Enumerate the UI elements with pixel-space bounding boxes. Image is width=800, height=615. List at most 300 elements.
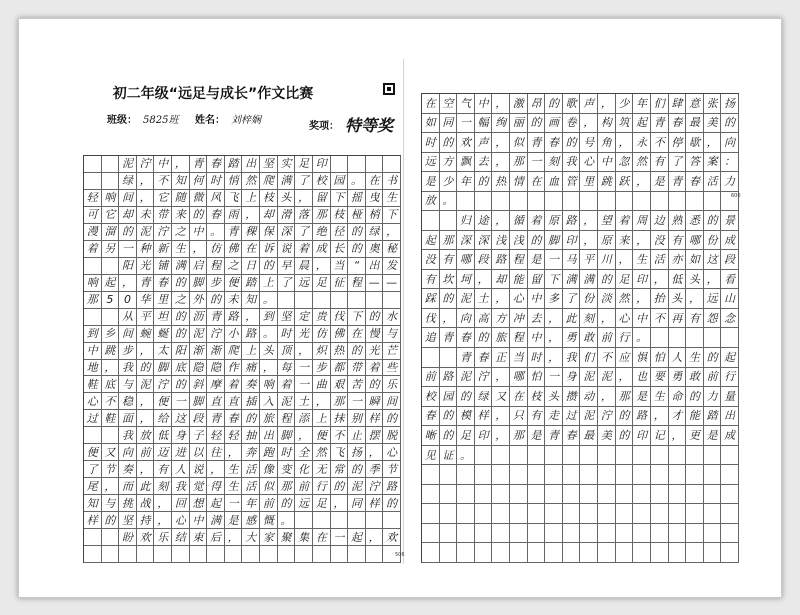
manuscript-cell — [669, 465, 687, 485]
manuscript-cell: 乐 — [383, 376, 401, 393]
manuscript-cell: 园 — [331, 173, 349, 190]
manuscript-cell — [704, 465, 722, 485]
manuscript-cell: 时 — [207, 173, 225, 190]
manuscript-cell: 脱 — [383, 427, 401, 444]
manuscript-cell: 扬 — [721, 94, 739, 114]
manuscript-cell: 响 — [84, 275, 102, 292]
manuscript-cell — [704, 192, 722, 212]
manuscript-cell: 插 — [242, 393, 260, 410]
manuscript-cell — [348, 292, 366, 309]
manuscript-cell: 的 — [348, 241, 366, 258]
manuscript-cell: 程 — [348, 275, 366, 292]
manuscript-cell: 阳 — [172, 343, 190, 360]
manuscript-cell — [475, 485, 493, 505]
manuscript-cell — [366, 156, 384, 173]
award-value: 特等奖 — [345, 116, 394, 135]
manuscript-cell: 永 — [633, 133, 651, 153]
manuscript-cell: 最 — [686, 114, 704, 134]
manuscript-cell — [616, 504, 634, 524]
manuscript-cell: 们 — [651, 94, 669, 114]
manuscript-cell: 的 — [366, 376, 384, 393]
manuscript-cell: 地 — [84, 360, 102, 377]
manuscript-cell — [598, 524, 616, 544]
manuscript-cell: 土 — [475, 289, 493, 309]
manuscript-cell: 不 — [154, 173, 172, 190]
manuscript-cell — [704, 328, 722, 348]
manuscript-cell — [633, 524, 651, 544]
manuscript-cell: 似 — [260, 478, 278, 495]
manuscript-cell: 了 — [669, 153, 687, 173]
manuscript-cell: 过 — [563, 407, 581, 427]
manuscript-cell: 足 — [457, 426, 475, 446]
manuscript-cell: 前 — [137, 444, 155, 461]
left-page-grid — [83, 155, 401, 563]
manuscript-cell: 浅 — [492, 231, 510, 251]
manuscript-cell: 山 — [721, 289, 739, 309]
manuscript-cell: ， — [102, 360, 120, 377]
manuscript-cell: 循 — [510, 211, 528, 231]
manuscript-cell: 尾 — [84, 478, 102, 495]
manuscript-cell: 泥 — [137, 224, 155, 241]
manuscript-cell — [580, 465, 598, 485]
manuscript-cell: 里 — [580, 172, 598, 192]
manuscript-cell: 我 — [172, 478, 190, 495]
right-page-grid — [421, 93, 739, 563]
manuscript-cell: 路 — [633, 407, 651, 427]
manuscript-cell: 途 — [475, 211, 493, 231]
manuscript-cell: 样 — [366, 410, 384, 427]
manuscript-cell — [686, 524, 704, 544]
manuscript-cell: ： — [721, 153, 739, 173]
manuscript-cell: 路 — [242, 326, 260, 343]
manuscript-cell — [313, 512, 331, 529]
manuscript-cell: 证 — [440, 446, 458, 466]
manuscript-cell — [528, 465, 546, 485]
manuscript-cell: 泞 — [154, 224, 172, 241]
manuscript-cell — [651, 446, 669, 466]
manuscript-cell: 放 — [422, 192, 440, 212]
manuscript-cell: — — [383, 275, 401, 292]
manuscript-cell: 变 — [278, 461, 296, 478]
manuscript-cell: 校 — [422, 387, 440, 407]
manuscript-cell: 秘 — [383, 241, 401, 258]
manuscript-cell: 痛 — [242, 360, 260, 377]
manuscript-cell: 时 — [278, 326, 296, 343]
manuscript-cell: 知 — [84, 495, 102, 512]
manuscript-cell: 在 — [366, 173, 384, 190]
manuscript-cell: 活 — [242, 461, 260, 478]
manuscript-cell: 答 — [686, 153, 704, 173]
manuscript-cell: 乡 — [102, 326, 120, 343]
manuscript-cell: 满 — [172, 258, 190, 275]
manuscript-cell — [278, 292, 296, 309]
manuscript-cell: 说 — [278, 241, 296, 258]
manuscript-cell: 哪 — [686, 231, 704, 251]
manuscript-cell: 浅 — [510, 231, 528, 251]
manuscript-cell: 的 — [348, 461, 366, 478]
manuscript-cell: 便 — [313, 427, 331, 444]
manuscript-cell — [563, 504, 581, 524]
manuscript-cell — [528, 485, 546, 505]
manuscript-cell — [704, 524, 722, 544]
manuscript-cell: 的 — [475, 328, 493, 348]
manuscript-cell: ， — [137, 173, 155, 190]
manuscript-cell: 。 — [260, 326, 278, 343]
manuscript-cell: 添 — [295, 410, 313, 427]
manuscript-cell: 不 — [651, 133, 669, 153]
manuscript-cell: 泥 — [348, 478, 366, 495]
manuscript-cell: 一 — [457, 114, 475, 134]
manuscript-cell: 走 — [545, 407, 563, 427]
manuscript-cell: 爬 — [260, 173, 278, 190]
manuscript-cell — [580, 524, 598, 544]
manuscript-cell: 力 — [704, 387, 722, 407]
manuscript-cell: ， — [633, 289, 651, 309]
manuscript-cell: 泞 — [598, 407, 616, 427]
manuscript-cell: 激 — [510, 94, 528, 114]
manuscript-cell: 亦 — [669, 250, 687, 270]
manuscript-cell — [422, 211, 440, 231]
manuscript-cell: 哪 — [510, 368, 528, 388]
manuscript-cell: 底 — [172, 360, 190, 377]
manuscript-cell — [440, 348, 458, 368]
manuscript-cell: 意 — [686, 94, 704, 114]
manuscript-cell: 校 — [313, 173, 331, 190]
manuscript-cell: 晨 — [295, 258, 313, 275]
manuscript-cell: 知 — [242, 292, 260, 309]
manuscript-cell: ， — [225, 444, 243, 461]
manuscript-cell: 青 — [651, 114, 669, 134]
manuscript-cell: 的 — [190, 207, 208, 224]
manuscript-cell: 程 — [510, 328, 528, 348]
manuscript-cell: 低 — [669, 270, 687, 290]
manuscript-cell: 青 — [669, 172, 687, 192]
manuscript-cell — [242, 546, 260, 563]
manuscript-cell: 脚 — [278, 427, 296, 444]
manuscript-cell: 我 — [119, 360, 137, 377]
manuscript-cell — [475, 524, 493, 544]
manuscript-cell — [721, 465, 739, 485]
manuscript-cell: 贵 — [313, 309, 331, 326]
manuscript-cell: 那 — [84, 292, 102, 309]
manuscript-cell: 回 — [172, 495, 190, 512]
manuscript-cell: 行 — [616, 328, 634, 348]
manuscript-cell: 然 — [313, 444, 331, 461]
manuscript-cell — [440, 485, 458, 505]
manuscript-cell: 泞 — [137, 156, 155, 173]
manuscript-cell: 便 — [84, 444, 102, 461]
manuscript-cell: 顶 — [278, 343, 296, 360]
manuscript-cell: 放 — [137, 427, 155, 444]
manuscript-cell: 在 — [528, 172, 546, 192]
manuscript-cell: 带 — [348, 360, 366, 377]
manuscript-cell: 心 — [580, 153, 598, 173]
manuscript-cell — [313, 546, 331, 563]
manuscript-cell — [721, 485, 739, 505]
manuscript-cell: 。 — [440, 192, 458, 212]
manuscript-cell: 泥 — [190, 326, 208, 343]
manuscript-cell: 出 — [721, 407, 739, 427]
manuscript-cell — [721, 543, 739, 563]
manuscript-cell: 上 — [242, 190, 260, 207]
manuscript-cell — [440, 524, 458, 544]
manuscript-cell: 青 — [457, 348, 475, 368]
manuscript-cell: 归 — [457, 211, 475, 231]
manuscript-cell — [528, 543, 546, 563]
manuscript-cell — [84, 173, 102, 190]
manuscript-cell: 不 — [102, 393, 120, 410]
manuscript-cell: 是 — [704, 426, 722, 446]
manuscript-cell: 上 — [260, 275, 278, 292]
manuscript-cell: 瞬 — [366, 393, 384, 410]
manuscript-cell: 铺 — [154, 258, 172, 275]
manuscript-cell: 渐 — [207, 343, 225, 360]
manuscript-cell: 奔 — [242, 444, 260, 461]
manuscript-cell: 画 — [545, 114, 563, 134]
manuscript-cell — [383, 156, 401, 173]
manuscript-cell: 。 — [207, 224, 225, 241]
manuscript-cell — [633, 504, 651, 524]
manuscript-cell: 前 — [295, 478, 313, 495]
manuscript-cell: 晰 — [422, 426, 440, 446]
manuscript-cell: 有 — [154, 461, 172, 478]
manuscript-cell — [545, 543, 563, 563]
manuscript-cell: ， — [366, 529, 384, 546]
manuscript-cell: 佛 — [225, 241, 243, 258]
manuscript-cell: 的 — [563, 133, 581, 153]
manuscript-cell: 与 — [383, 326, 401, 343]
manuscript-cell: 结 — [172, 529, 190, 546]
manuscript-cell: 欢 — [137, 529, 155, 546]
manuscript-cell: 摆 — [366, 427, 384, 444]
manuscript-cell — [475, 446, 493, 466]
manuscript-cell: 足 — [295, 156, 313, 173]
manuscript-cell: 时 — [528, 348, 546, 368]
manuscript-cell: ， — [704, 133, 722, 153]
manuscript-cell: 些 — [383, 360, 401, 377]
manuscript-cell: 那 — [616, 387, 634, 407]
manuscript-cell: ， — [475, 270, 493, 290]
manuscript-cell: 模 — [457, 407, 475, 427]
manuscript-cell — [102, 529, 120, 546]
manuscript-cell — [475, 504, 493, 524]
manuscript-cell: 春 — [154, 275, 172, 292]
manuscript-cell: 号 — [580, 133, 598, 153]
manuscript-cell: 盼 — [119, 529, 137, 546]
manuscript-cell: 的 — [366, 309, 384, 326]
manuscript-cell: ， — [633, 172, 651, 192]
manuscript-cell: ， — [545, 328, 563, 348]
manuscript-cell: 着 — [278, 376, 296, 393]
manuscript-cell — [295, 292, 313, 309]
manuscript-cell: 爬 — [225, 343, 243, 360]
manuscript-cell: 的 — [278, 495, 296, 512]
manuscript-cell: 园 — [440, 387, 458, 407]
manuscript-cell: 声 — [580, 94, 598, 114]
manuscript-cell: 景 — [721, 211, 739, 231]
manuscript-cell: 路 — [383, 478, 401, 495]
manuscript-cell — [422, 485, 440, 505]
manuscript-cell: 中 — [154, 156, 172, 173]
manuscript-cell: 看 — [721, 270, 739, 290]
manuscript-cell: 的 — [616, 407, 634, 427]
manuscript-cell: 有 — [669, 231, 687, 251]
manuscript-cell: 怕 — [528, 368, 546, 388]
manuscript-cell — [545, 192, 563, 212]
manuscript-cell: 艰 — [331, 376, 349, 393]
manuscript-cell: 哪 — [457, 250, 475, 270]
manuscript-cell: 的 — [331, 478, 349, 495]
manuscript-cell: 上 — [242, 343, 260, 360]
manuscript-cell: 敢 — [686, 368, 704, 388]
manuscript-cell: 小 — [225, 326, 243, 343]
manuscript-cell: 我 — [563, 153, 581, 173]
manuscript-cell: 行 — [721, 368, 739, 388]
manuscript-cell — [331, 512, 349, 529]
manuscript-cell — [510, 485, 528, 505]
manuscript-cell: 也 — [633, 368, 651, 388]
manuscript-cell — [260, 546, 278, 563]
manuscript-cell: 情 — [510, 172, 528, 192]
manuscript-cell: 感 — [242, 512, 260, 529]
manuscript-cell: ， — [598, 309, 616, 329]
manuscript-cell: 是 — [422, 172, 440, 192]
manuscript-cell: 起 — [102, 275, 120, 292]
manuscript-cell: 抹 — [331, 410, 349, 427]
manuscript-cell: 坎 — [440, 270, 458, 290]
manuscript-cell: 路 — [492, 250, 510, 270]
manuscript-cell: ， — [686, 289, 704, 309]
manuscript-cell: 脚 — [190, 275, 208, 292]
manuscript-cell: 的 — [440, 426, 458, 446]
manuscript-cell — [492, 524, 510, 544]
manuscript-cell: ， — [492, 133, 510, 153]
manuscript-cell: 年 — [242, 495, 260, 512]
manuscript-cell: 枝 — [260, 190, 278, 207]
manuscript-cell: ， — [545, 348, 563, 368]
manuscript-cell: 生 — [633, 250, 651, 270]
manuscript-cell: 给 — [154, 410, 172, 427]
manuscript-cell: 径 — [331, 224, 349, 241]
manuscript-cell: 念 — [721, 309, 739, 329]
manuscript-cell — [84, 427, 102, 444]
manuscript-cell: 远 — [295, 275, 313, 292]
manuscript-cell: 日 — [242, 258, 260, 275]
manuscript-cell: ， — [492, 368, 510, 388]
manuscript-cell: 春 — [686, 172, 704, 192]
manuscript-cell: 青 — [207, 410, 225, 427]
manuscript-cell: 绝 — [313, 224, 331, 241]
manuscript-cell: ， — [651, 407, 669, 427]
manuscript-cell: 欢 — [383, 529, 401, 546]
manuscript-cell: 与 — [119, 376, 137, 393]
manuscript-cell: 平 — [580, 250, 598, 270]
manuscript-cell: 抬 — [651, 289, 669, 309]
manuscript-cell: 飞 — [331, 444, 349, 461]
manuscript-cell: 步 — [207, 275, 225, 292]
manuscript-cell: 前 — [422, 368, 440, 388]
manuscript-cell: 中 — [475, 94, 493, 114]
manuscript-cell — [440, 543, 458, 563]
manuscript-cell: 着 — [528, 211, 546, 231]
manuscript-cell: 季 — [366, 461, 384, 478]
manuscript-cell — [686, 543, 704, 563]
manuscript-cell: 泥 — [278, 393, 296, 410]
manuscript-cell: 生 — [383, 190, 401, 207]
manuscript-cell: 而 — [119, 478, 137, 495]
manuscript-cell: 的 — [686, 387, 704, 407]
manuscript-cell: 一 — [295, 376, 313, 393]
manuscript-cell: 直 — [225, 393, 243, 410]
manuscript-cell: 边 — [651, 211, 669, 231]
manuscript-cell: 头 — [278, 190, 296, 207]
manuscript-cell: 时 — [422, 133, 440, 153]
manuscript-cell: 满 — [207, 512, 225, 529]
manuscript-cell: 像 — [260, 461, 278, 478]
manuscript-cell: 留 — [313, 190, 331, 207]
manuscript-cell — [651, 192, 669, 212]
manuscript-cell: 量 — [721, 387, 739, 407]
manuscript-cell: 种 — [137, 241, 155, 258]
manuscript-cell — [545, 504, 563, 524]
award-label: 奖项： — [309, 121, 339, 132]
manuscript-cell: 留 — [528, 270, 546, 290]
manuscript-cell: 正 — [492, 348, 510, 368]
manuscript-cell: 在 — [242, 241, 260, 258]
manuscript-cell: 早 — [278, 258, 296, 275]
manuscript-cell: 坚 — [260, 156, 278, 173]
manuscript-cell: 青 — [440, 328, 458, 348]
class-label: 班级： — [107, 115, 137, 126]
manuscript-cell: 的 — [102, 512, 120, 529]
manuscript-cell: 曳 — [366, 190, 384, 207]
manuscript-cell: 里 — [154, 292, 172, 309]
manuscript-cell: 有 — [686, 309, 704, 329]
manuscript-cell: 飞 — [225, 190, 243, 207]
manuscript-cell: 抽 — [242, 427, 260, 444]
manuscript-cell: ， — [295, 427, 313, 444]
manuscript-cell: 年 — [457, 172, 475, 192]
manuscript-cell: 又 — [492, 387, 510, 407]
left-word-count: 506 — [395, 552, 405, 558]
manuscript-cell — [422, 524, 440, 544]
manuscript-cell: 一 — [225, 495, 243, 512]
manuscript-cell — [84, 309, 102, 326]
manuscript-cell: 风 — [207, 190, 225, 207]
manuscript-cell — [492, 465, 510, 485]
manuscript-cell: 光 — [366, 343, 384, 360]
manuscript-cell: 丽 — [510, 114, 528, 134]
manuscript-cell: 向 — [457, 309, 475, 329]
manuscript-cell — [686, 465, 704, 485]
manuscript-cell: 的 — [440, 289, 458, 309]
manuscript-cell: 。 — [278, 512, 296, 529]
manuscript-cell: 泥 — [580, 407, 598, 427]
manuscript-cell: ， — [225, 529, 243, 546]
manuscript-cell: 那 — [510, 153, 528, 173]
manuscript-cell — [669, 524, 687, 544]
manuscript-cell: 案 — [704, 153, 722, 173]
manuscript-cell — [721, 504, 739, 524]
manuscript-cell — [510, 543, 528, 563]
manuscript-cell — [669, 504, 687, 524]
manuscript-cell: 泥 — [598, 368, 616, 388]
essay-sheet — [18, 18, 782, 598]
manuscript-cell: 征 — [331, 275, 349, 292]
manuscript-cell: 的 — [704, 211, 722, 231]
manuscript-cell: 冲 — [510, 309, 528, 329]
manuscript-cell: 了 — [295, 224, 313, 241]
